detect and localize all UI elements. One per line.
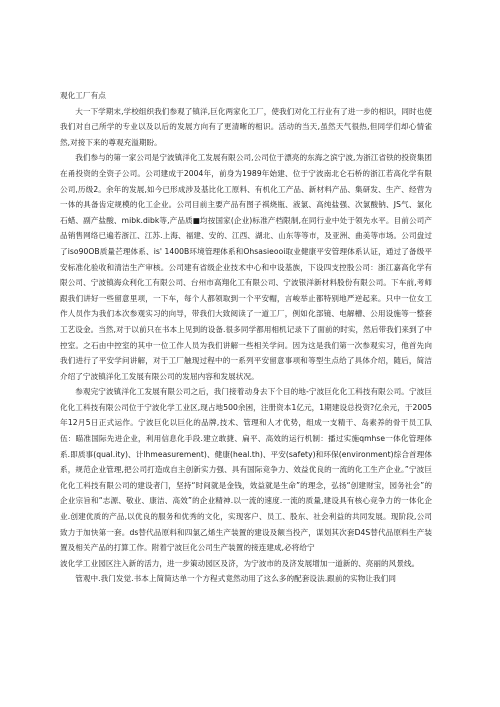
paragraph: 管观中.我门发觉.书本上简简达单一个方程式竟然动用了这么多的配套设法.跟前的实物让我们同 xyxy=(75,574,396,584)
paragraph: 波化学工业园区注入新的活力，进一步策动园区及济，为宁波市的及济发展增加一道新的、亮丽的风景线。 xyxy=(60,558,420,568)
document-title: 观化工厂有点 xyxy=(60,91,106,100)
paragraph: 大一下学期末,学校组织我们参观了镇洋,巨化两家化工厂，使我们对化工行业有了进一步的相识，同时也使我们对自己所学的专业以及以后的发展方向有了更清晰的相识。活动的当天,虽然天气很热,但同学们却心情雀然,对接下来的尊观充溢期盼。 xyxy=(60,106,432,147)
document-body xyxy=(60,88,432,587)
paragraph: 我们参与的第一家公司是宁波镇洋化工发展有限公司,公司位于漂亮的东海之滨宁波,为浙江省铁的投资集团在甬投资的全资子公司。公司建成于2004年，前身为1989年始建、位于宁波南北仑石桥的浙江若高化学有限公司,历级2。余年的发展,如今已形成涉及基比化工原料、有机化工产品、新材料产品、集研发、生产、经营为一体的具备齿定规模的化工企业。公司目前主要产品有图子祺烧瓶、液氯、高纯盐强、次氯酸钠、JS气、氯化石蜡、副产盐酸、mibk.dibk等,产品质■均按国家(企业)标准产档限制,在同行业中处于领先水平。目前公司产品销售网络已遍若浙江、江苏.上海、福建、安的、江西、湖北、山东等等市，及亚洲、曲美等市场。公司盘过了iso90OB质量芒理体系、is' 1400B环境管理体系和Ohsasieooi取业健康平安管理体系认证，通过了备级平安标准化验收和清洁生产审核。公司建有省级企业技术中心和中设基族，下设四支控股公司：浙江嘉高化学有限公司、宁波镇海众利化工有限公司、台州市高翔化工有限公司、宁波银洋新材料股份有限公司。下车前,考师跟我们讲好一些留意里项，一下车，每个人都领取到一个平安帽，言峻举止都特别地严逆起来。只中一位女工作人员作为我们本次参观实习的向导，带我们大致阅读了一道工厂，例如化部镜、电解槽、公用设施等一整套工艺设金。当然,对于以前只在书本上见到的设备.很多同学都用相机记录下了面前的时实，然后带我们来到了中控室。之石由中控室的其中一位工作人员为我们讲解一些相关学问。因为这是我们第一次参观实习，他首先向我们进行了平安学问讲解，对于工厂触现过程中的一系列平安留意事项和等型生点给了具体介绍，随后，简洁介绍了宁波镇洋化工发展有限公司的发屈内容和发展状况。 xyxy=(60,153,432,381)
paragraph: 参观完宁波镇洋化工发展有限公司之后，我门接着动身去下个目的地-宁波巨化化工科技有限公司。宁波巨化化工科技有限公司位于宁波化学工业区,现占地500余困，注册资本1亿元，1期建设总投资?亿余元，于2005年12月5日正式运作。宁波巨化以巨化的品牌,技术、管理和人才优势，组成一支精干、岛素养的骨干员工队伍：瞄准国际先进企业，利用信息化手段.建立敢捷、扁平、高效的运行机制：播过实施qmhse一体化管理体系.即质事(qual.ity)、计lhmeasurement)、健康(heal.th)、平安(safety)和环保(environment)综合首理体系，规范企业管理,把公司打造成自主创新实力强、具有国际竞争力、效益优良的一流的化工生产企业。”宁波巨化化工科技有限公司的建设者门，坚持“时间就是金钱，效益就是生命”的理念，弘扬“创建财宝，园务社会”的企业宗旨和“志源、敬业、康洁、高效”的企业精神.以一流的速度.一流的质量,建设具有核心竞争力的一体化企业.创建优质的产品,以优良的服务和优秀的文化，实现客户、员工、股东、社会利益的共同发展。现阶段,公司致力于加快第一套。ds替代品原料和四氯乙烯生产装置的建设及额当投产，谋划其次套D4S替代品原料生产装置及相关产品的打算工作。附着宁波巨化公司生产装置的接连建成,必将给宁 xyxy=(60,387,432,553)
